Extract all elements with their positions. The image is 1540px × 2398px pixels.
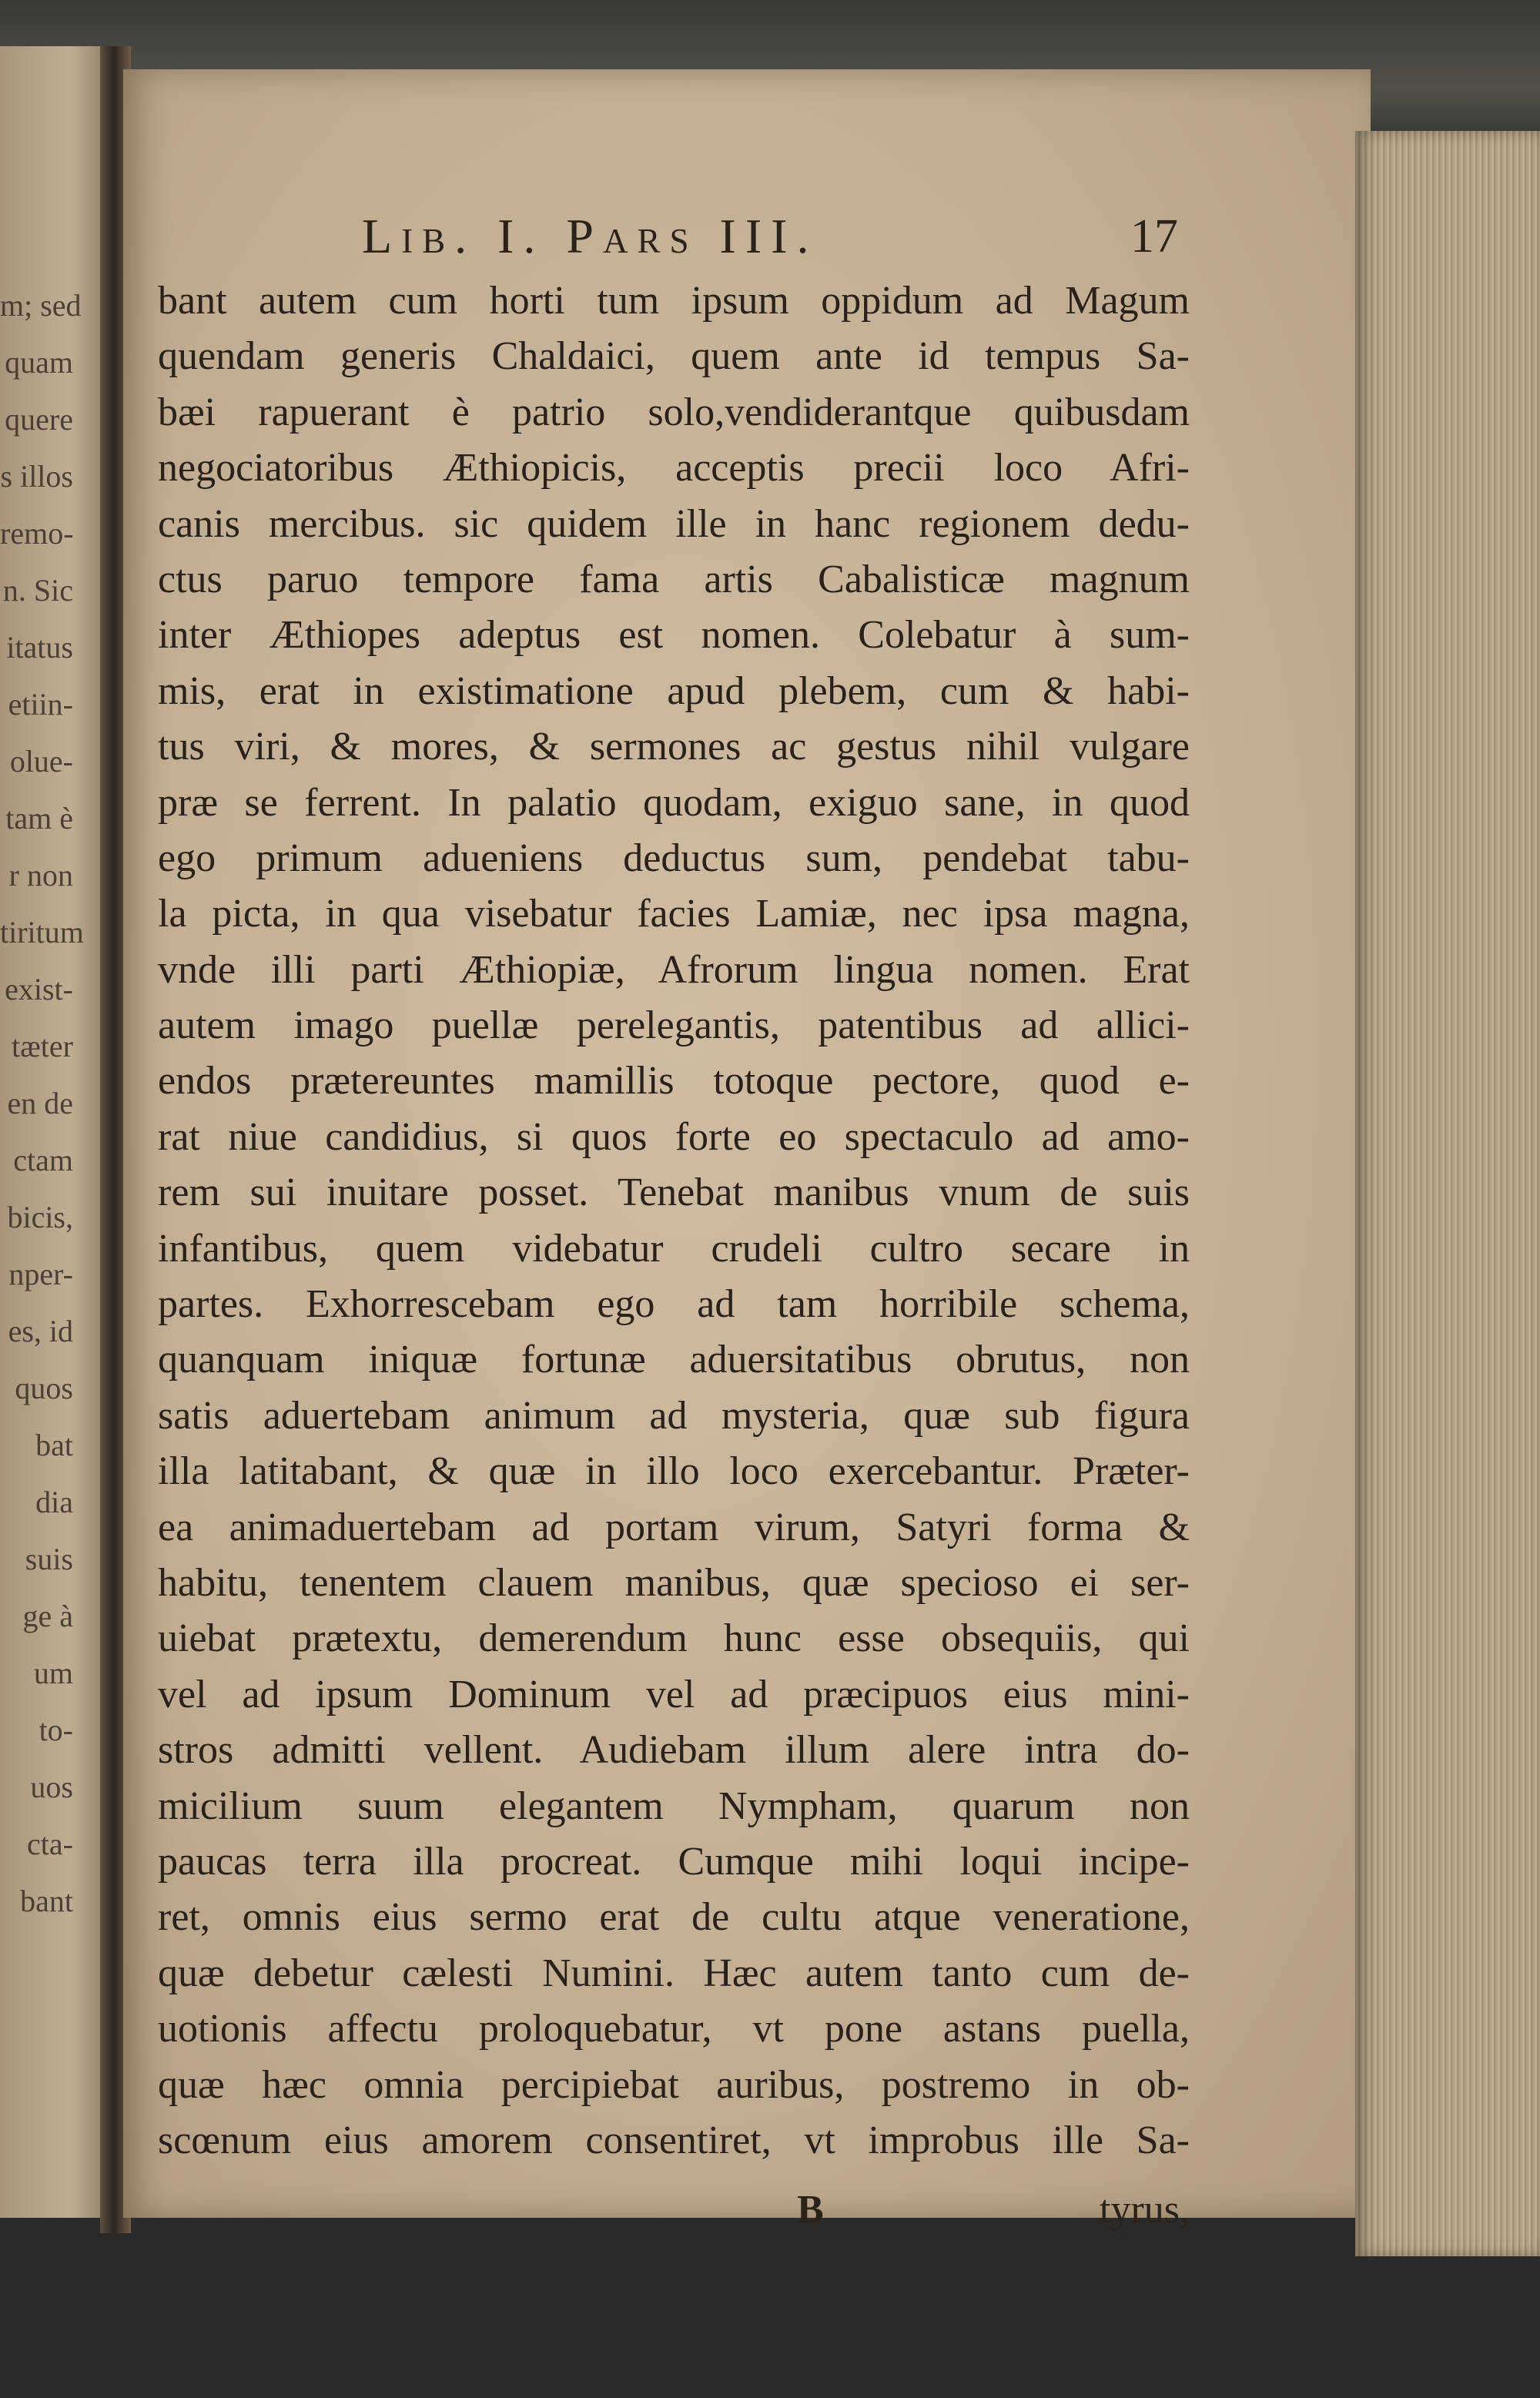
text-line: ctus paruo tempore fama artis Cabalisticæ magnum xyxy=(158,557,1190,601)
text-line: satis aduertebam animum ad mysteria, quæ sub figura xyxy=(158,1393,1190,1438)
text-line: autem imago puellæ perelegantis, patentibus ad allici- xyxy=(158,1003,1190,1048)
text-line: canis mercibus. sic quidem ille in hanc regionem dedu- xyxy=(158,501,1190,546)
text-line: la picta, in qua visebatur facies Lamiæ, nec ipsa magna, xyxy=(158,892,1190,936)
text-line: vel ad ipsum Dominum vel ad præcipuos eius mini- xyxy=(158,1672,1190,1716)
text-line: bæi rapuerant è patrio solo,vendiderantque quibusdam xyxy=(158,390,1190,434)
text-line: paucas terra illa procreat. Cumque mihi loqui incipe- xyxy=(158,1839,1190,1884)
text-line: vnde illi parti Æthiopiæ, Afrorum lingua nomen. Erat xyxy=(158,947,1190,992)
text-line: quanquam iniquæ fortunæ aduersitatibus obrutus, non xyxy=(158,1338,1190,1382)
signature-mark: B xyxy=(797,2188,824,2232)
left-page-fragment: quos xyxy=(15,1371,73,1405)
text-line: quæ debetur cælesti Numini. Hæc autem tanto cum de- xyxy=(158,1951,1190,1995)
text-line: bant autem cum horti tum ipsum oppidum ad Magum xyxy=(158,279,1190,323)
page-footer xyxy=(158,2187,1190,2249)
text-line: uiebat prætextu, demerendum hunc esse obsequiis, qui xyxy=(158,1616,1190,1661)
text-line: tus viri, & mores, & sermones ac gestus nihil vulgare xyxy=(158,725,1190,769)
text-line: infantibus, quem videbatur crudeli cultro secare in xyxy=(158,1226,1190,1271)
left-facing-page xyxy=(0,46,116,2218)
left-page-fragment: ctam xyxy=(13,1143,73,1177)
running-title: Lib. I. Pars III. xyxy=(362,209,819,263)
catchword: tyrus, xyxy=(1100,2188,1190,2232)
text-line: rat niue candidius, si quos forte eo spectaculo ad amo- xyxy=(158,1114,1190,1159)
left-page-fragment: s illos xyxy=(0,459,73,494)
left-page-fragment: suis xyxy=(25,1542,73,1576)
page-stack-edges xyxy=(1355,131,1540,2256)
text-line: quendam generis Chaldaici, quem ante id tempus Sa- xyxy=(158,334,1190,379)
left-page-fragment: n. Sic xyxy=(2,573,73,608)
left-page-fragment: tæter xyxy=(12,1029,73,1063)
running-head xyxy=(362,208,1178,277)
text-line: præ se ferrent. In palatio quodam, exiguo sane, in quod xyxy=(158,780,1190,825)
left-page-fragment: ge à xyxy=(22,1599,73,1633)
page-number: 17 xyxy=(1130,210,1178,263)
left-page-fragment: en de xyxy=(7,1086,73,1120)
text-line: ret, omnis eius sermo erat de cultu atque veneratione, xyxy=(158,1895,1190,1940)
left-page-fragment: es, id xyxy=(8,1314,73,1348)
left-page-fragment: cta- xyxy=(27,1827,73,1861)
left-page-fragment: remo- xyxy=(0,516,74,551)
left-page-fragment: nper- xyxy=(8,1257,73,1291)
left-page-fragment: um xyxy=(33,1656,73,1690)
text-line: endos prætereuntes mamillis totoque pectore, quod e- xyxy=(158,1059,1190,1104)
left-page-fragment: to- xyxy=(38,1713,73,1747)
left-page-fragment: m; sed xyxy=(0,288,82,323)
left-page-fragment: bat xyxy=(35,1428,73,1462)
text-line: scœnum eius amorem consentiret, vt improbus ille Sa- xyxy=(158,2118,1190,2162)
text-line: partes. Exhorrescebam ego ad tam horribile schema, xyxy=(158,1282,1190,1327)
left-page-fragment: etiin- xyxy=(8,687,73,722)
text-line: mis, erat in existimatione apud plebem, cum & habi- xyxy=(158,668,1190,713)
text-line: habitu, tenentem clauem manibus, quæ specioso ei ser- xyxy=(158,1560,1190,1605)
text-line: negociatoribus Æthiopicis, acceptis precii loco Afri- xyxy=(158,446,1190,491)
left-page-fragment: quere xyxy=(5,402,73,437)
text-line: uotionis affectu proloquebatur, vt pone astans puella, xyxy=(158,2007,1190,2051)
text-line: ego primum adueniens deductus sum, pendebat tabu- xyxy=(158,836,1190,880)
left-page-text-fragments xyxy=(0,277,116,1930)
text-line: stros admitti vellent. Audiebam illum alere intra do- xyxy=(158,1728,1190,1773)
text-line: ea animaduertebam ad portam virum, Satyri forma & xyxy=(158,1505,1190,1549)
body-text xyxy=(158,273,1190,2169)
left-page-fragment: uos xyxy=(30,1770,73,1804)
left-page-fragment: dia xyxy=(35,1485,73,1519)
left-page-fragment: r non xyxy=(8,858,73,893)
text-line: rem sui inuitare posset. Tenebat manibus vnum de suis xyxy=(158,1171,1190,1215)
left-page-fragment: bicis, xyxy=(7,1200,73,1234)
text-line: illa latitabant, & quæ in illo loco exercebantur. Præter- xyxy=(158,1449,1190,1494)
left-page-fragment: itatus xyxy=(6,630,73,665)
left-page-fragment: bant xyxy=(20,1884,73,1918)
left-page-fragment: olue- xyxy=(9,744,73,779)
text-line: quæ hæc omnia percipiebat auribus, postremo in ob- xyxy=(158,2062,1190,2107)
left-page-fragment: tam è xyxy=(5,801,73,836)
left-page-fragment: exist- xyxy=(5,972,73,1006)
text-line: micilium suum elegantem Nympham, quarum non xyxy=(158,1783,1190,1828)
left-page-fragment: quam xyxy=(5,345,73,380)
text-line: inter Æthiopes adeptus est nomen. Colebatur à sum- xyxy=(158,613,1190,658)
left-page-fragment: tiritum xyxy=(0,915,84,949)
